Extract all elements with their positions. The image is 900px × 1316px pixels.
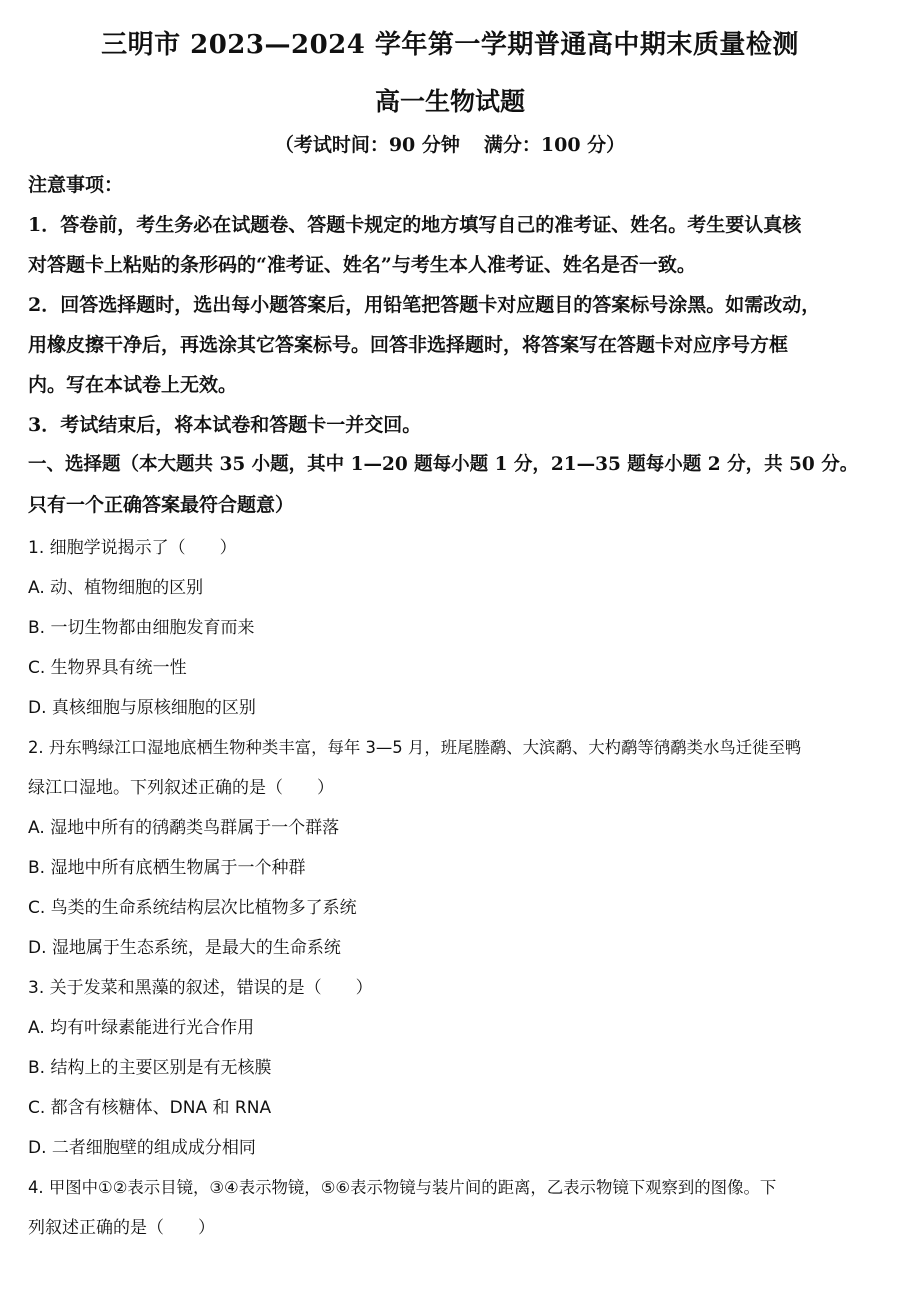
question-2-option-d: D. 湿地属于生态系统，是最大的生命系统 (28, 938, 341, 958)
notice-2-line-1: 2．回答选择题时，选出每小题答案后，用铅笔把答题卡对应题目的答案标号涂黑。如需改动， (28, 294, 821, 316)
notice-2-line-3: 内。写在本试卷上无效。 (28, 374, 238, 396)
notice-2-line-2: 用橡皮擦干净后，再选涂其它答案标号。回答非选择题时，将答案写在答题卡对应序号方框 (28, 334, 789, 356)
question-2-option-b: B. 湿地中所有底栖生物属于一个种群 (28, 858, 306, 878)
section-heading-line-1: 一、选择题（本大题共 35 小题，其中 1—20 题每小题 1 分，21—35 题每小题 2 分，共 50 分。 (28, 454, 859, 475)
notice-3-line-1: 3．考试结束后，将本试卷和答题卡一并交回。 (28, 414, 422, 436)
exam-time: （考试时间：90 分钟 (274, 134, 460, 156)
question-2-option-a: A. 湿地中所有的鸻鹬类鸟群属于一个群落 (28, 818, 340, 838)
question-3-option-c: C. 都含有核糖体、DNA 和 RNA (28, 1098, 272, 1118)
question-3-option-b: B. 结构上的主要区别是有无核膜 (28, 1058, 272, 1078)
question-3-option-d: D. 二者细胞壁的组成成分相同 (28, 1138, 256, 1158)
question-1-option-b: B. 一切生物都由细胞发育而来 (28, 618, 255, 638)
section-heading-line-2: 只有一个正确答案最符合题意） (28, 494, 295, 516)
exam-subtitle: 高一生物试题 (374, 87, 525, 116)
question-4-stem-line-2: 列叙述正确的是（ ） (28, 1218, 215, 1238)
question-1-option-a: A. 动、植物细胞的区别 (28, 578, 204, 598)
notice-heading: 注意事项： (28, 174, 124, 196)
notice-1-line-2: 对答题卡上粘贴的条形码的“准考证、姓名”与考生本人准考证、姓名是否一致。 (28, 254, 696, 276)
question-3-stem: 3. 关于发菜和黑藻的叙述，错误的是（ ） (28, 978, 373, 998)
question-2-stem-line-1: 2. 丹东鸭绿江口湿地底栖生物种类丰富，每年 3—5 月，班尾塍鹬、大滨鹬、大杓鹬等鸻鹬类水鸟迁徙至鸭 (28, 738, 802, 757)
exam-info (0, 130, 900, 157)
full-score: 满分：100 分） (483, 134, 626, 156)
question-3-option-a: A. 均有叶绿素能进行光合作用 (28, 1018, 255, 1038)
exam-title: 三明市 2023—2024 学年第一学期普通高中期末质量检测 (101, 30, 799, 60)
question-4-stem-line-1: 4. 甲图中①②表示目镜，③④表示物镜，⑤⑥表示物镜与装片间的距离，乙表示物镜下观察到的图像。下 (28, 1178, 777, 1197)
question-2-stem-line-2: 绿江口湿地。下列叙述正确的是（ ） (28, 778, 334, 798)
question-1-option-d: D. 真核细胞与原核细胞的区别 (28, 698, 256, 718)
question-1-stem: 1. 细胞学说揭示了（ ） (28, 538, 237, 558)
notice-section (28, 165, 872, 525)
question-2-option-c: C. 鸟类的生命系统结构层次比植物多了系统 (28, 898, 357, 918)
question-list (28, 528, 872, 1248)
question-1-option-c: C. 生物界具有统一性 (28, 658, 187, 678)
notice-1-line-1: 1．答卷前，考生务必在试题卷、答题卡规定的地方填写自己的准考证、姓名。考生要认真核 (28, 214, 802, 236)
